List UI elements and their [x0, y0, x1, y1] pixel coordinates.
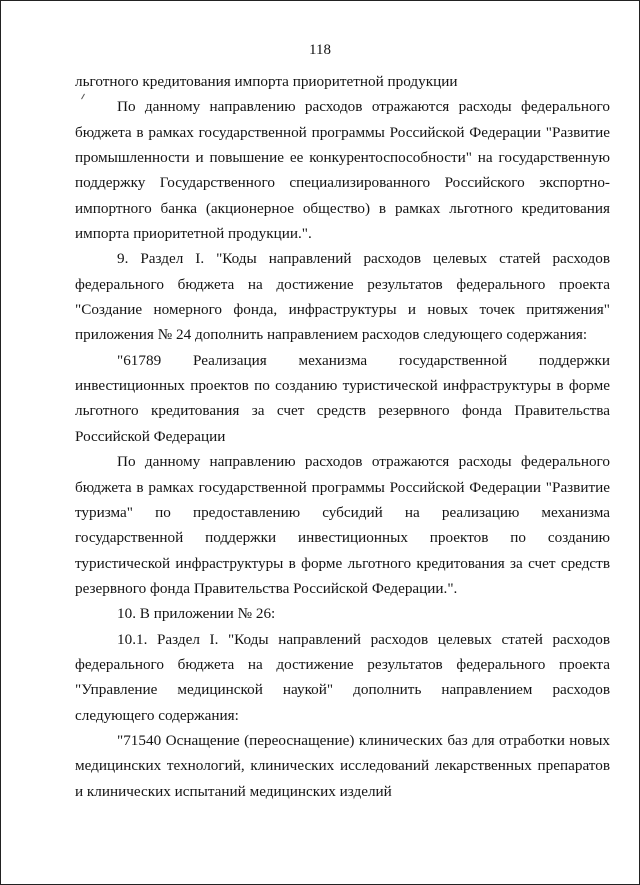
paragraph-code-71540: "71540 Оснащение (переоснащение) клинических баз для отработки новых медицинских технологий, клинических исследований лекарственных препаратов и клинических испытаний медицинских изделий: [75, 731, 610, 800]
paragraph-item-10: 10. В приложении № 26:: [117, 605, 276, 623]
document-body: [75, 69, 610, 804]
page-number: 118: [309, 42, 331, 58]
paragraph-description: По данному направлению расходов отражаются расходы федерального бюджета в рамках государственной программы Российской Федерации "Развитие туризма" по предоставлению субсидий на реализацию механизма государственной поддержки инвестиционных проектов по созданию туристической инфраструктуры в форме льготного кредитования за счет средств резервного фонда Правительства Российской Федерации.".: [75, 453, 610, 597]
paragraph-item-9: 9. Раздел I. "Коды направлений расходов целевых статей расходов федерального бюджета на достижение результатов федерального проекта "Создание номерного фонда, инфраструктуры и новых точек притяжения" приложения № 24 дополнить направлением расходов следующего содержания:: [75, 250, 610, 344]
paragraph-code-61789: "61789 Реализация механизма государственной поддержки инвестиционных проектов по созданию туристической инфраструктуры в форме льготного кредитования за счет средств резервного фонда Правительства Российской Федерации: [75, 351, 610, 445]
paragraph-item-10-1: 10.1. Раздел I. "Коды направлений расходов целевых статей расходов федерального бюджета на достижение результатов федерального проекта "Управление медицинской наукой" дополнить направлением расходов следующего содержания:: [75, 630, 610, 724]
paragraph-continuation: льготного кредитования импорта приоритетной продукции: [75, 73, 458, 90]
paragraph-description: По данному направлению расходов отражаются расходы федерального бюджета в рамках государственной программы Российской Федерации "Развитие промышленности и повышение ее конкурентоспособности" на государственную поддержку Государственного специализированного Российского экспортно-импортного банка (акционерное общество) в рамках льготного кредитования импорта приоритетной продукции.".: [75, 98, 610, 243]
